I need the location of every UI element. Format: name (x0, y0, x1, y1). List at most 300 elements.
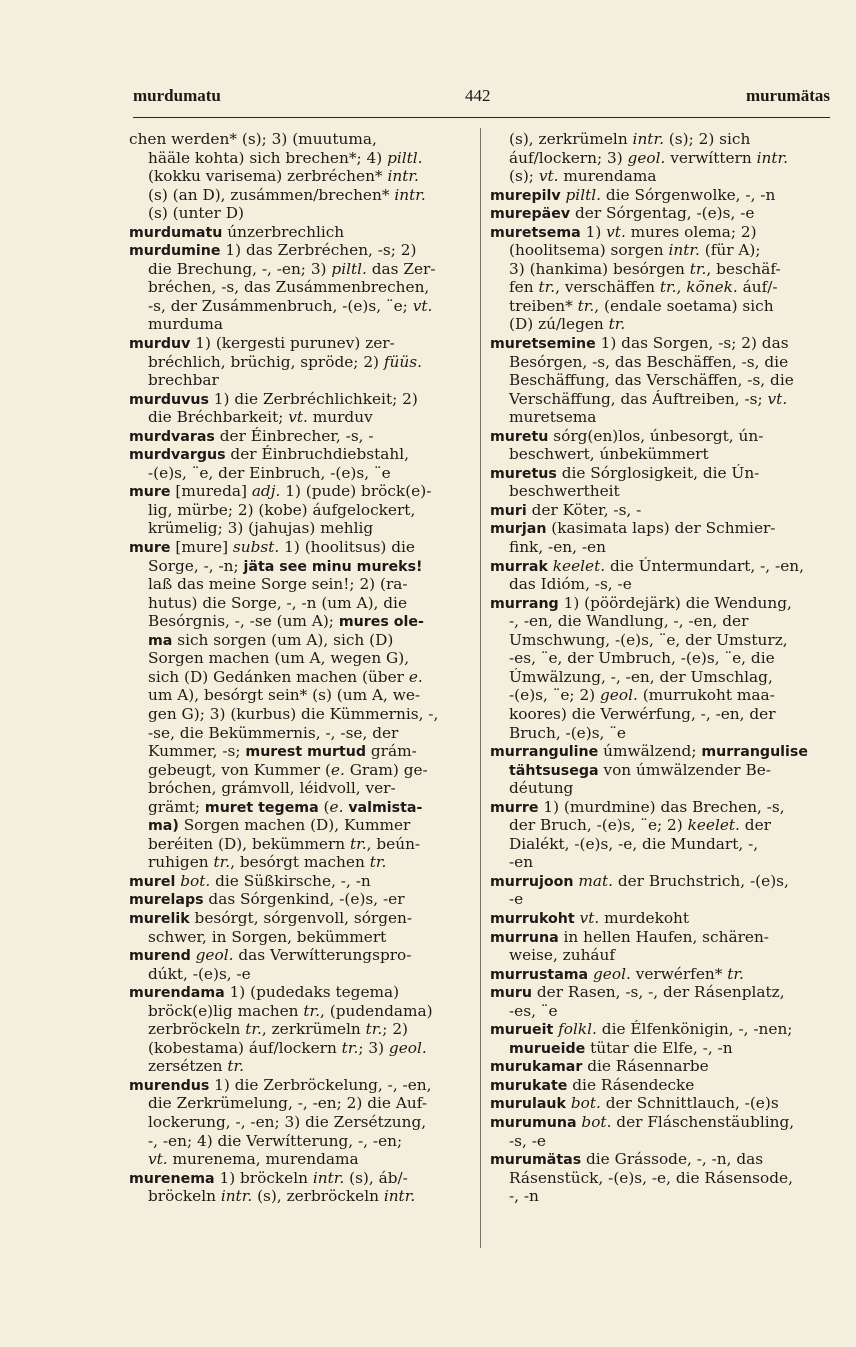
text-span: (murrukoht maa- (637, 686, 775, 705)
text-line (490, 631, 824, 650)
text-span: 1) das Sorgen, -s; 2) das (595, 334, 789, 353)
text-span: -, -en, die Wandlung, -, -en, der (509, 612, 749, 631)
text-line (490, 983, 824, 1002)
text-span: déutung (509, 779, 574, 798)
label-abbrev: intr. (756, 148, 788, 167)
text-line (129, 1039, 465, 1058)
text-line (129, 705, 465, 724)
label-abbrev: subst. (232, 538, 280, 557)
text-span: der Éinbrecher, -s, - (214, 426, 374, 445)
text-span: sórg(en)los, únbesorgt, ún- (548, 426, 764, 445)
text-line (129, 1057, 465, 1076)
headword: murendus (129, 1077, 210, 1094)
text-line (129, 390, 465, 409)
text-span: (s) (unter D) (148, 204, 244, 223)
header-rule (133, 117, 830, 118)
headword: murenema (129, 1170, 215, 1187)
text-span: grám- (366, 742, 417, 761)
headword: murdumatu (129, 224, 223, 241)
headword: murendama (129, 985, 225, 1002)
label-abbrev: piltl. (331, 259, 367, 278)
text-span: murdekoht (599, 908, 690, 927)
headword: murest murtud (245, 744, 366, 761)
label-abbrev: intr. (394, 185, 426, 204)
text-line (129, 1094, 465, 1113)
text-line (129, 686, 465, 705)
label-abbrev: geol. (195, 946, 234, 965)
text-span: bröckeln (148, 1187, 221, 1206)
text-span: -se, die Bekümmernis, -, -se, der (148, 723, 399, 742)
label-abbrev: füüs. (383, 352, 422, 371)
headword: muru (490, 985, 532, 1002)
text-span: die Élfenkönigin, -, -nen; (596, 1020, 793, 1039)
text-span: um A), besórgt sein* (s) (um A, we- (148, 686, 421, 705)
label-abbrev: geol. (627, 148, 666, 167)
text-line (129, 315, 465, 334)
text-line (129, 130, 465, 149)
text-span: 1) (murdmine) das Brechen, -s, (538, 797, 785, 816)
headword: murrang (490, 595, 559, 612)
text-line (490, 557, 824, 576)
text-line (129, 408, 465, 427)
headword: murrustama (490, 966, 589, 983)
text-span: -es, ¨e, der Umbruch, -(e)s, ¨e, die (509, 649, 775, 668)
text-line (490, 1187, 824, 1206)
text-line (129, 594, 465, 613)
text-span: das Verwítterungspro- (233, 946, 412, 965)
text-span: (s); (509, 167, 539, 186)
text-span: die Rásendecke (567, 1075, 695, 1094)
text-line (129, 186, 465, 205)
text-span: , beún- (366, 834, 421, 853)
text-line (490, 928, 824, 947)
text-line (490, 668, 824, 687)
label-abbrev: piltl. (387, 148, 423, 167)
header-last-entry: murumätas (745, 86, 830, 105)
text-span: Rásenstück, -(e)s, -e, die Rásensode, (509, 1168, 793, 1187)
text-line (490, 835, 824, 854)
label-abbrev: intr. (668, 241, 700, 260)
text-span: der Rasen, -s, -, der Rásenplatz, (531, 983, 785, 1002)
text-span: únzerbrechlich (222, 222, 345, 241)
text-span: Bruch, -(e)s, ¨e (509, 723, 626, 742)
label-abbrev: tr. (227, 1057, 244, 1076)
text-span: murduma (148, 315, 223, 334)
text-span: die Zerkrümelung, -, -en; 2) die Auf- (148, 1094, 428, 1113)
text-span: zerbröckeln (148, 1020, 246, 1039)
label-abbrev: intr. (220, 1187, 253, 1206)
text-line (129, 501, 465, 520)
text-line (129, 890, 465, 909)
text-span: koores) die Verwérfung, -, -en, der (509, 704, 776, 723)
headword: murelaps (129, 892, 204, 909)
text-span: Besórgen, -s, das Beschäffen, -s, die (509, 352, 789, 371)
headword: murend (129, 948, 191, 965)
text-span: die Sórgenwolke, -, -n (601, 185, 776, 204)
headword: muri (490, 502, 527, 519)
text-span: , (endale soetama) sich (594, 296, 774, 315)
headword: murduv (129, 336, 191, 353)
text-line (490, 761, 824, 780)
text-line (129, 631, 465, 650)
headword: murruna (490, 929, 559, 946)
headword: murrujoon (490, 873, 574, 890)
column-divider (480, 128, 481, 1248)
right-column (490, 130, 824, 1206)
text-span: murenema, murendama (167, 1150, 359, 1169)
headword: tähtsusega (509, 762, 599, 779)
text-span: sich (D) Gedánken machen (über (148, 667, 409, 686)
headword: muretsemine (490, 336, 596, 353)
text-line (490, 798, 824, 817)
text-span: dúkt, -(e)s, -e (148, 964, 251, 983)
label-abbrev: e. (329, 797, 344, 816)
headword: ma (148, 632, 173, 649)
text-line (490, 334, 824, 353)
text-span: ; 2) (382, 1020, 409, 1039)
text-line (490, 612, 824, 631)
text-span: 1) (pudedaks tegema) (224, 983, 400, 1002)
text-span: -s, der Zusámmenbruch, -(e)s, ¨e; (148, 296, 413, 315)
label-abbrev: tr. (727, 964, 744, 983)
label-abbrev: bot. (570, 1094, 601, 1113)
text-line (129, 1113, 465, 1132)
text-line (490, 1094, 824, 1113)
text-span: Úmwälzung, -, -en, der Umschlag, (509, 667, 773, 686)
text-span: (kobestama) áuf/lockern (148, 1038, 342, 1057)
text-line (490, 223, 824, 242)
text-span: bréchlich, brüchig, spröde; 2) (148, 352, 384, 371)
label-abbrev: tr. (659, 278, 677, 297)
text-line (490, 130, 824, 149)
text-line (129, 334, 465, 353)
label-abbrev: keelet. (687, 816, 740, 835)
text-span: bróchen, grámvoll, léidvoll, ver- (148, 779, 396, 798)
text-line (129, 872, 465, 891)
headword: murel (129, 873, 176, 890)
text-span: áuf/lockern; 3) (509, 148, 628, 167)
text-span: , verschäffen (555, 278, 660, 297)
headword: murepilv (490, 187, 561, 204)
text-line (490, 1132, 824, 1151)
label-abbrev: bot. (581, 1112, 612, 1131)
text-line (129, 575, 465, 594)
text-line (490, 149, 824, 168)
text-line (490, 1076, 824, 1095)
text-span: Sorge, -, -n; (148, 556, 244, 575)
label-abbrev: adj. (251, 482, 281, 501)
label-abbrev: tr. (369, 853, 387, 872)
text-span: krümelig; 3) (jahujas) mehlig (148, 519, 374, 538)
text-line (129, 853, 465, 872)
text-line (129, 816, 465, 835)
headword: muretus (490, 465, 557, 482)
headword: murdumine (129, 243, 221, 260)
text-line (129, 928, 465, 947)
text-span: -(e)s, ¨e, der Einbruch, -(e)s, ¨e (148, 463, 391, 482)
text-span: Dialékt, -(e)s, -e, die Mundart, -, (509, 834, 759, 853)
text-line (490, 724, 824, 743)
label-abbrev: keelet. (552, 556, 606, 575)
text-line (129, 1076, 465, 1095)
text-span: murduv (307, 408, 373, 427)
text-line (490, 186, 824, 205)
headword: murueide (509, 1040, 586, 1057)
text-line (490, 779, 824, 798)
text-line (129, 167, 465, 186)
text-line (490, 1020, 824, 1039)
text-span: ruhigen (148, 853, 214, 872)
text-span: [mureda] (170, 482, 252, 501)
text-line (490, 1002, 824, 1021)
text-span: -, -en; 4) die Verwítterung, -, -en; (148, 1131, 403, 1150)
text-span: 1) bröckeln (214, 1168, 313, 1187)
text-span: 1) (pöördejärk) die Wendung, (558, 593, 792, 612)
page-number: 442 (465, 86, 491, 105)
text-line (129, 223, 465, 242)
text-span: beschwertheit (509, 482, 620, 501)
text-line (490, 408, 824, 427)
label-abbrev: geol. (593, 964, 631, 983)
text-line (129, 1187, 465, 1206)
text-line (490, 278, 824, 297)
text-span: 1) das Zerbréchen, -s; 2) (220, 241, 417, 260)
text-line (129, 260, 465, 279)
headword: mure (129, 484, 171, 501)
text-span: die Brechung, -, -en; 3) (148, 259, 332, 278)
text-span: bröck(e)lig machen (148, 1001, 304, 1020)
text-line (129, 371, 465, 390)
text-span: áuf/- (737, 278, 778, 297)
label-abbrev: vt. (288, 408, 308, 427)
text-line (129, 983, 465, 1002)
headword: murranguline (490, 744, 599, 761)
text-span: , beschäf- (706, 259, 781, 278)
headword: murdvargus (129, 447, 226, 464)
headword: murulauk (490, 1096, 566, 1113)
label-abbrev: tr. (577, 296, 595, 315)
text-span: 1) (580, 222, 607, 241)
text-span: Sorgen machen (D), Kummer (178, 816, 411, 835)
text-span: (kokku varisema) zerbréchen* (148, 167, 388, 186)
text-span: muretsema (509, 408, 597, 427)
text-span: brechbar (148, 371, 219, 390)
text-span: fink, -en, -en (509, 538, 606, 557)
text-span: das Sórgenkind, -(e)s, -er (203, 890, 405, 909)
text-line (490, 649, 824, 668)
text-span: -en (509, 853, 534, 872)
text-span: , (676, 278, 687, 297)
text-span: [mure] (170, 538, 233, 557)
text-span: Verschäffung, das Áuftreiben, -s; (509, 389, 768, 408)
text-line (490, 427, 824, 446)
text-span: 1) die Zerbréchlichkeit; 2) (208, 389, 418, 408)
label-abbrev: tr. (303, 1001, 321, 1020)
text-line (490, 482, 824, 501)
text-span: der Sórgentag, -(e)s, -e (570, 204, 755, 223)
text-span: mures olema; 2) (625, 222, 757, 241)
text-span: lockerung, -, -en; 3) die Zersétzung, (148, 1112, 427, 1131)
text-span: (D) zú/legen (509, 315, 609, 334)
text-span: Kummer, -s; (148, 742, 246, 761)
text-span: hutus) die Sorge, -, -n (um A), die (148, 593, 407, 612)
text-line (129, 557, 465, 576)
text-span: (s), zerkrümeln (509, 130, 633, 148)
text-line (490, 445, 824, 464)
text-line (129, 519, 465, 538)
text-line (490, 241, 824, 260)
text-line (490, 390, 824, 409)
text-span: Sorgen machen (um A, wegen G), (148, 649, 410, 668)
text-line (490, 965, 824, 984)
text-line (490, 872, 824, 891)
text-span: der Schnittlauch, -(e)s (600, 1094, 779, 1113)
text-line (490, 575, 824, 594)
text-line (490, 204, 824, 223)
headword: murrukoht (490, 910, 575, 927)
text-line (129, 761, 465, 780)
text-span: , (pudendama) (320, 1001, 433, 1020)
text-span: das Zer- (366, 259, 436, 278)
headword: muretsema (490, 224, 581, 241)
headword: murukamar (490, 1059, 583, 1076)
text-span: 1) die Zerbröckelung, -, -en, (209, 1075, 432, 1094)
text-span: Umschwung, -(e)s, ¨e, der Umsturz, (509, 630, 788, 649)
label-abbrev: folkl. (558, 1020, 597, 1039)
text-span: (s); 2) sich (663, 130, 751, 148)
headword: murjan (490, 521, 547, 538)
headword: murrangulise (701, 744, 808, 761)
text-line (129, 798, 465, 817)
text-span: ( (318, 797, 330, 816)
text-span: der Fláschenstäubling, (611, 1112, 795, 1131)
text-line (490, 1169, 824, 1188)
label-abbrev: vt. (412, 296, 433, 315)
text-line (490, 853, 824, 872)
text-span: verwíttern (665, 148, 757, 167)
left-column (129, 130, 465, 1206)
label-abbrev: bot. (180, 871, 211, 890)
label-abbrev: tr. (245, 1020, 262, 1039)
text-span: die Sórglosigkeit, die Ún- (556, 463, 760, 482)
label-abbrev: tr. (365, 1020, 383, 1039)
label-abbrev: geol. (600, 686, 638, 705)
label-abbrev: vt. (538, 167, 559, 186)
text-span: in hellen Haufen, schären- (558, 927, 769, 946)
text-span: die Úntermundart, -, -en, (605, 556, 804, 575)
label-abbrev: intr. (383, 1187, 416, 1206)
text-span: lig, mürbe; 2) (kobe) áufgelockert, (148, 500, 416, 519)
label-abbrev: tr. (608, 315, 626, 334)
label-abbrev: e. (330, 760, 345, 779)
label-abbrev: vt. (606, 222, 626, 241)
text-line (490, 705, 824, 724)
label-abbrev: tr. (341, 1038, 359, 1057)
headword: murumätas (490, 1152, 582, 1169)
text-line (129, 742, 465, 761)
text-line (129, 464, 465, 483)
text-line (129, 1020, 465, 1039)
text-span: weise, zuháuf (509, 946, 616, 965)
label-abbrev: vt. (579, 908, 600, 927)
header-first-entry: murdumatu (133, 86, 221, 105)
text-span: laß das meine Sorge sein!; 2) (ra- (148, 575, 408, 594)
text-line (129, 724, 465, 743)
headword: murepäev (490, 206, 571, 223)
headword: murdvaras (129, 428, 215, 445)
text-span: zersétzen (148, 1057, 228, 1076)
text-span: 3) (hankima) besórgen (509, 259, 690, 278)
headword: ma) (148, 818, 179, 835)
headword: muretu (490, 428, 549, 445)
text-line (129, 1132, 465, 1151)
text-span: (s) (an D), zusámmen/brechen* (148, 185, 395, 204)
text-span: die Bréchbarkeit; (148, 408, 289, 427)
text-line (490, 297, 824, 316)
text-span: murendama (558, 167, 657, 186)
text-span: (für A); (699, 241, 761, 260)
headword: valmista- (348, 799, 423, 816)
text-span: (hoolitsema) sorgen (509, 241, 669, 260)
text-span: sich sorgen (um A), sich (D) (172, 630, 394, 649)
label-abbrev: tr. (350, 834, 367, 853)
headword: murelik (129, 910, 190, 927)
label-abbrev: tr. (689, 259, 707, 278)
text-line (129, 668, 465, 687)
text-line (129, 779, 465, 798)
text-span: der Bruchstrich, -(e)s, (612, 871, 789, 890)
text-line (129, 1169, 465, 1188)
text-line (490, 501, 824, 520)
text-line (490, 1057, 824, 1076)
text-span: der (739, 816, 771, 835)
text-span: 1) (hoolitsus) die (279, 538, 415, 557)
text-span: gen G); 3) (kurbus) die Kümmernis, -, (148, 704, 439, 723)
text-span: hääle kohta) sich brechen*; 4) (148, 148, 388, 167)
text-line (490, 538, 824, 557)
text-span: der Bruch, -(e)s, ¨e; 2) (509, 816, 688, 835)
label-abbrev: kõnek. (686, 278, 738, 297)
text-line (490, 816, 824, 835)
label-abbrev: intr. (312, 1168, 345, 1187)
label-abbrev: vt. (148, 1150, 168, 1169)
label-abbrev: piltl. (565, 185, 601, 204)
headword: murukate (490, 1077, 568, 1094)
text-line (129, 965, 465, 984)
text-span: 1) (kergesti purunev) zer- (190, 334, 395, 353)
text-span: von úmwälzender Be- (598, 760, 771, 779)
text-line (129, 445, 465, 464)
headword: mure (129, 540, 171, 557)
text-span: (s), áb/- (344, 1168, 408, 1187)
text-span: Gram) ge- (344, 760, 428, 779)
text-line (129, 204, 465, 223)
text-span: chen werden* (s); 3) (muutuma, (129, 130, 377, 148)
text-line (490, 519, 824, 538)
headword: murduvus (129, 391, 209, 408)
text-span: besórgt, sórgenvoll, sórgen- (189, 908, 413, 927)
text-line (490, 1039, 824, 1058)
text-span: , besórgt machen (230, 853, 370, 872)
text-span: 1) (pude) bröck(e)- (280, 482, 432, 501)
text-span: ; 3) (358, 1038, 389, 1057)
text-span: das Idióm, -s, -e (509, 575, 632, 594)
text-span: der Köter, -s, - (526, 500, 642, 519)
text-span: beschwert, únbekümmert (509, 445, 709, 464)
text-span: tütar die Elfe, -, -n (585, 1038, 733, 1057)
text-span: -, -n (509, 1187, 539, 1206)
text-span: , zerkrümeln (261, 1020, 366, 1039)
